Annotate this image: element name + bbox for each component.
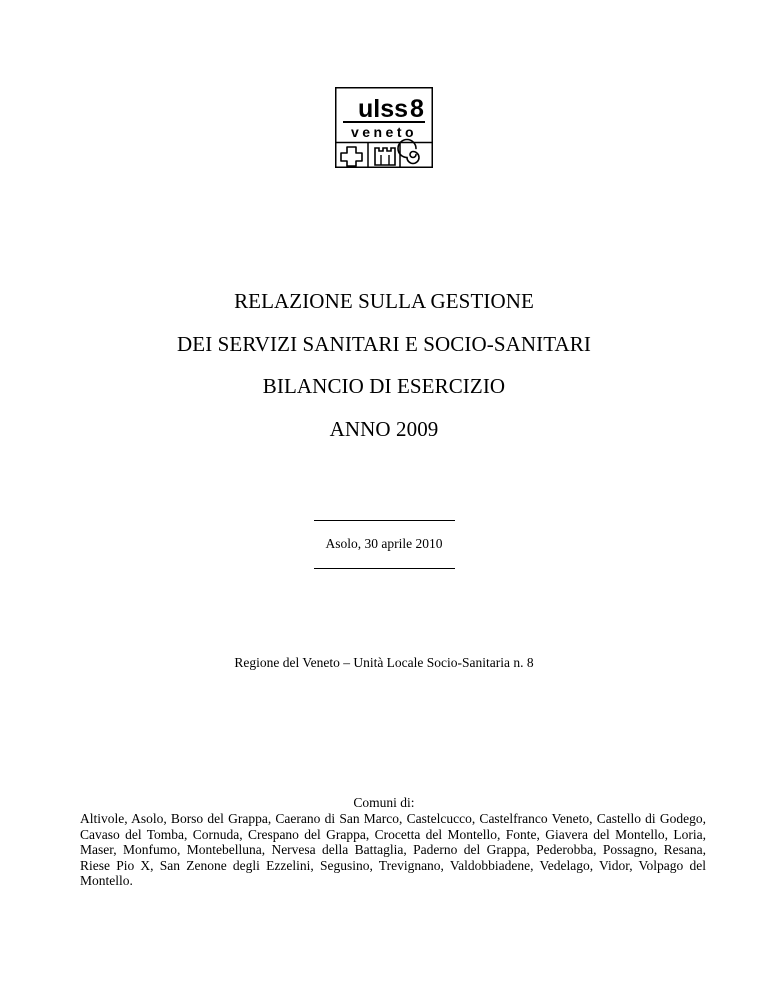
cross-icon bbox=[341, 147, 362, 166]
title-line-1: RELAZIONE SULLA GESTIONE bbox=[234, 289, 534, 313]
logo-region-text: veneto bbox=[350, 124, 418, 140]
region-line: Regione del Veneto – Unità Locale Socio-Sanitaria n. 8 bbox=[234, 655, 534, 670]
date-top-rule bbox=[314, 520, 455, 521]
date-line: Asolo, 30 aprile 2010 bbox=[325, 536, 443, 551]
title-line-3: BILANCIO DI ESERCIZIO bbox=[262, 374, 506, 398]
castle-icon bbox=[375, 148, 395, 165]
logo-brand-text: ulss bbox=[357, 95, 409, 123]
comuni-heading: Comuni di: bbox=[353, 795, 415, 810]
logo-number-text: 8 bbox=[410, 95, 424, 123]
comuni-list: Altivole, Asolo, Borso del Grappa, Caerano di San Marco, Castelcucco, Castelfranco Veneto, Castello di Godego, Cavaso del Tomba, Cornuda, Crespano del Grappa, Crocetta del Montello, Fonte, Giavera del Montello, Loria, Maser, Monfumo, Montebelluna, Nervesa della Battaglia, Paderno del Grappa, Pederobba, Possagno, Resana, Riese Pio X, San Zenone degli Ezzelini, Segusino, Trevignano, Valdobbiadene, Vedelago, Vidor, Volpago del Montello. bbox=[80, 811, 706, 889]
title-line-2: DEI SERVIZI SANITARI E SOCIO-SANITARI bbox=[177, 331, 591, 356]
title-line-4: ANNO 2009 bbox=[329, 416, 439, 441]
date-bottom-rule bbox=[314, 568, 455, 569]
document-title bbox=[0, 288, 768, 458]
ulss8-logo bbox=[335, 87, 433, 168]
